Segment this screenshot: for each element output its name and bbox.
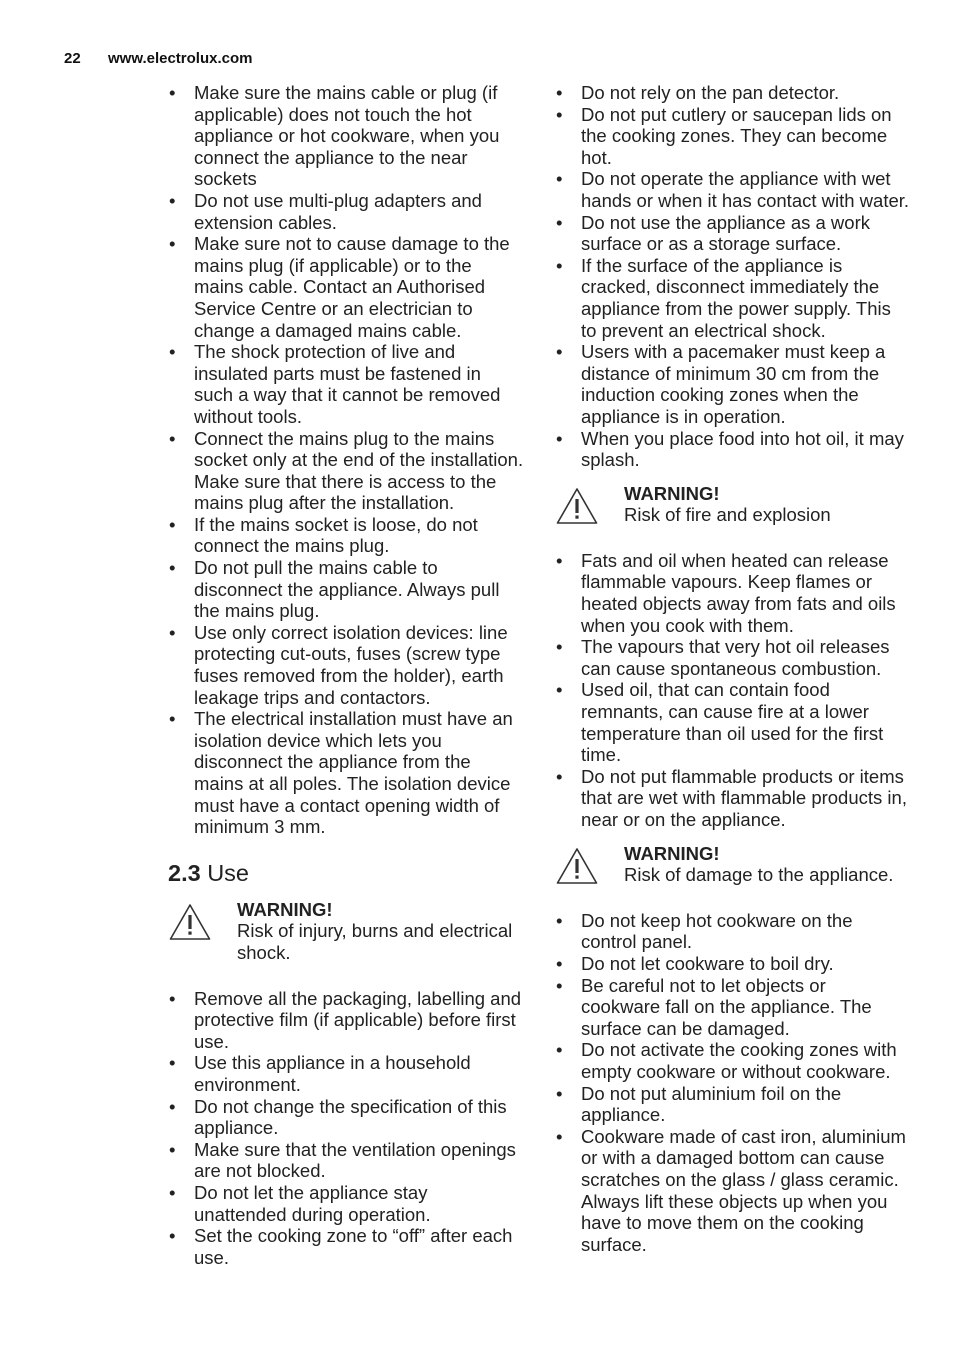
- damage-risk-list: [555, 910, 910, 1256]
- list-item: • Make sure that the ventilation openings are not blocked.: [168, 1139, 524, 1182]
- page-header: [64, 50, 253, 67]
- list-item: • Connect the mains plug to the mains socket only at the end of the installation. Make sure that there is access to the mains plug after the installation.: [168, 428, 524, 514]
- list-item: • Do not pull the mains cable to disconnect the appliance. Always pull the mains plug.: [168, 557, 524, 622]
- right-column: [555, 82, 910, 1255]
- list-item: • Do not use multi-plug adapters and extension cables.: [168, 190, 524, 233]
- list-item: • Users with a pacemaker must keep a distance of minimum 30 cm from the induction cooking zones when the appliance is in operation.: [555, 341, 910, 427]
- list-item: • Do not let the appliance stay unattended during operation.: [168, 1182, 524, 1225]
- list-item: • Do not operate the appliance with wet hands or when it has contact with water.: [555, 168, 910, 211]
- left-column: [168, 82, 524, 1268]
- warning-triangle-icon: [555, 846, 599, 886]
- list-item: • Do not put flammable products or items that are wet with flammable products in, near or on the appliance.: [555, 766, 910, 831]
- list-item: • The shock protection of live and insulated parts must be fastened in such a way that it cannot be removed without tools.: [168, 341, 524, 427]
- warning-triangle-icon: [168, 902, 212, 942]
- list-item: • Cookware made of cast iron, aluminium or with a damaged bottom can cause scratches on the glass / glass ceramic. Always lift these objects up when you have to move them on the cooking surface.: [555, 1126, 910, 1256]
- list-item: • Do not change the specification of this appliance.: [168, 1096, 524, 1139]
- list-item: • Used oil, that can contain food remnants, can cause fire at a lower temperature than oil used for the first time.: [555, 679, 910, 765]
- list-item: • Do not let cookware to boil dry.: [555, 953, 910, 975]
- use-list-continued: [555, 82, 910, 471]
- list-item: • Use only correct isolation devices: line protecting cut-outs, fuses (screw type fuses removed from the holder), earth leakage trips and contactors.: [168, 622, 524, 708]
- list-item: • Do not put aluminium foil on the appliance.: [555, 1083, 910, 1126]
- safety-list: [168, 82, 524, 838]
- section-title: Use: [207, 859, 249, 886]
- list-item: • The vapours that very hot oil releases can cause spontaneous combustion.: [555, 636, 910, 679]
- warning-message: Risk of fire and explosion: [624, 504, 831, 526]
- list-item: • If the mains socket is loose, do not connect the mains plug.: [168, 514, 524, 557]
- warning-title: WARNING!: [624, 842, 720, 864]
- warning-text-block: [237, 899, 524, 964]
- fire-risk-list: [555, 550, 910, 831]
- list-item: • Make sure not to cause damage to the mains plug (if applicable) or to the mains cable. Contact an Authorised Service Centre or an electrician to change a damaged mains cable.: [168, 233, 524, 341]
- warning-triangle-icon: [555, 486, 599, 526]
- list-item: • Make sure the mains cable or plug (if applicable) does not touch the hot appliance or hot cookware, when you connect the appliance to the near sockets: [168, 82, 524, 190]
- list-item: • Fats and oil when heated can release flammable vapours. Keep flames or heated objects away from fats and oils when you cook with them.: [555, 550, 910, 636]
- warning-box: [555, 483, 910, 526]
- list-item: • Do not activate the cooking zones with empty cookware or without cookware.: [555, 1039, 910, 1082]
- list-item: • Do not rely on the pan detector.: [555, 82, 910, 104]
- website-url: www.electrolux.com: [108, 50, 253, 67]
- list-item: • If the surface of the appliance is cracked, disconnect immediately the appliance from the power supply. This to prevent an electrical shock.: [555, 255, 910, 341]
- list-item: • Do not put cutlery or saucepan lids on the cooking zones. They can become hot.: [555, 104, 910, 169]
- warning-box: [168, 899, 524, 964]
- section-number: 2.3: [168, 859, 201, 886]
- list-item: • Use this appliance in a household environment.: [168, 1052, 524, 1095]
- list-item: • When you place food into hot oil, it may splash.: [555, 428, 910, 471]
- section-heading: [168, 860, 524, 887]
- warning-text-block: [624, 483, 831, 526]
- list-item: • Do not keep hot cookware on the control panel.: [555, 910, 910, 953]
- list-item: • Set the cooking zone to “off” after each use.: [168, 1225, 524, 1268]
- warning-message: Risk of injury, burns and electrical shock.: [237, 920, 513, 963]
- list-item: • Be careful not to let objects or cookware fall on the appliance. The surface can be damaged.: [555, 975, 910, 1040]
- warning-text-block: [624, 843, 893, 886]
- use-list: [168, 988, 524, 1269]
- list-item: • The electrical installation must have an isolation device which lets you disconnect the appliance from the mains at all poles. The isolation device must have a contact opening width of minimum 3 mm.: [168, 708, 524, 838]
- warning-message: Risk of damage to the appliance.: [624, 864, 894, 886]
- list-item: • Do not use the appliance as a work surface or as a storage surface.: [555, 212, 910, 255]
- warning-title: WARNING!: [624, 482, 720, 504]
- warning-title: WARNING!: [237, 898, 333, 920]
- list-item: • Remove all the packaging, labelling and protective film (if applicable) before first use.: [168, 988, 524, 1053]
- page-number: 22: [64, 50, 81, 67]
- warning-box: [555, 843, 910, 886]
